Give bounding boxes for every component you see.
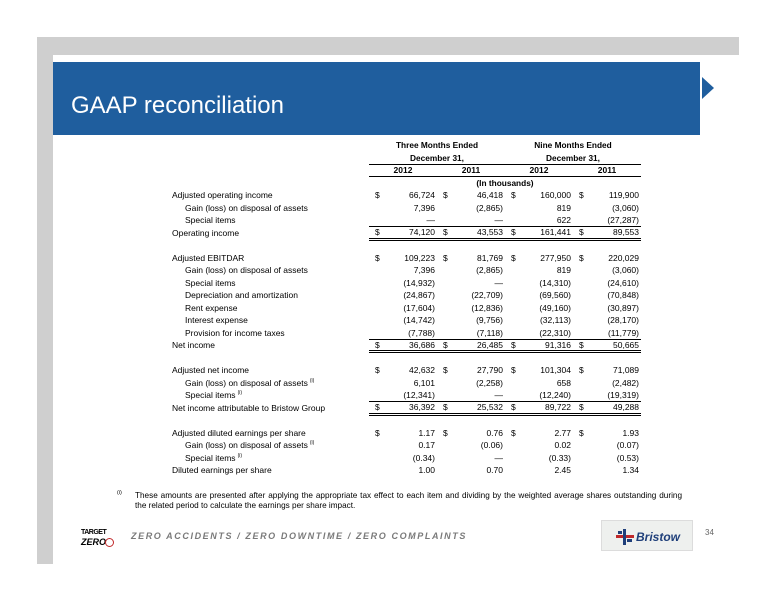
currency-symbol [573, 327, 587, 340]
cell-value: 91,316 [519, 339, 573, 352]
cell-value: (70,848) [607, 290, 639, 301]
currency-symbol [437, 464, 451, 477]
cell-value: 658 [556, 377, 571, 388]
cell-value: (14,310) [539, 277, 571, 288]
currency-symbol: $ [375, 427, 380, 438]
table-row [172, 339, 641, 352]
currency-symbol: $ [443, 190, 448, 201]
gaap-reconciliation-table [172, 139, 641, 477]
spacer-row [172, 352, 641, 365]
cell-value: (12,836) [471, 302, 503, 313]
currency-symbol: $ [579, 365, 584, 376]
table-row [172, 452, 641, 465]
currency-symbol [437, 214, 451, 227]
currency-symbol: $ [511, 427, 516, 438]
cell-value: 43,553 [451, 227, 505, 240]
cell-value: 26,485 [451, 339, 505, 352]
currency-symbol: $ [511, 252, 516, 263]
cell-value: 27,790 [477, 365, 503, 376]
cell-value: (7,788) [408, 327, 435, 338]
currency-symbol [573, 202, 587, 215]
currency-symbol: $ [443, 365, 448, 376]
cell-value: 0.17 [418, 440, 435, 451]
cell-value: 74,120 [383, 227, 437, 240]
footnote [117, 491, 682, 511]
cell-value: (32,113) [539, 315, 571, 326]
cell-value: (3,060) [612, 265, 639, 276]
cell-value: (0.34) [412, 452, 435, 463]
target-zero-logo [81, 529, 123, 551]
currency-symbol [573, 452, 587, 465]
currency-symbol [505, 464, 519, 477]
table-row [172, 364, 641, 377]
currency-symbol [369, 277, 383, 290]
currency-symbol [505, 264, 519, 277]
currency-symbol [573, 464, 587, 477]
row-label: Net income [172, 340, 215, 351]
slide-title: GAAP reconciliation [71, 92, 284, 119]
cell-value: 0.76 [486, 427, 503, 438]
currency-symbol [573, 314, 587, 327]
cell-value: 101,304 [540, 365, 571, 376]
cell-value: 0.70 [486, 465, 503, 476]
cell-value: 6,101 [413, 377, 435, 388]
currency-symbol: $ [511, 190, 516, 201]
cell-value: 36,686 [383, 339, 437, 352]
table-row [172, 389, 641, 402]
currency-symbol [437, 289, 451, 302]
currency-symbol [437, 302, 451, 315]
currency-symbol [573, 289, 587, 302]
period-header-three-months: Three Months Ended [395, 140, 479, 151]
currency-symbol: $ [437, 339, 451, 352]
period-subheader-nine-months: December 31, [505, 152, 641, 165]
footnote-text: These amounts are presented after applying the appropriate tax effect to each item and dividing by the weighted average shares outstanding during the related period to calculate the earnings per share impact. [135, 491, 682, 510]
cell-value: (0.53) [616, 452, 639, 463]
cell-value: (11,779) [607, 327, 639, 338]
cell-value: 81,769 [477, 252, 503, 263]
period-header-nine-months: Nine Months Ended [534, 140, 612, 151]
currency-symbol [437, 377, 451, 390]
currency-symbol [505, 439, 519, 452]
cell-value: 1.34 [622, 465, 639, 476]
currency-symbol [505, 214, 519, 227]
footer-slogan: ZERO ACCIDENTS / ZERO DOWNTIME / ZERO COMPLAINTS [131, 531, 467, 541]
table-row [172, 202, 641, 215]
cell-value: (17,604) [403, 302, 435, 313]
spacer-row [172, 239, 641, 252]
currency-symbol [369, 439, 383, 452]
currency-symbol [573, 439, 587, 452]
footnote-ref: (i) [237, 452, 243, 459]
table-body [172, 189, 641, 477]
cell-value: (49,160) [539, 302, 571, 313]
currency-symbol [505, 327, 519, 340]
cell-value: 36,392 [383, 402, 437, 415]
cell-value: 622 [556, 215, 571, 225]
cell-value: 7,396 [413, 265, 435, 276]
currency-symbol [505, 452, 519, 465]
currency-symbol: $ [437, 227, 451, 240]
row-label: Rent expense [185, 302, 238, 313]
cell-value: (0.07) [616, 440, 639, 451]
currency-symbol [369, 289, 383, 302]
year-header: 2011 [573, 164, 641, 177]
slide [53, 55, 740, 565]
cell-value: 0.02 [554, 440, 571, 451]
currency-symbol [573, 302, 587, 315]
currency-symbol [573, 264, 587, 277]
currency-symbol: $ [369, 402, 383, 415]
cell-value: (9,756) [476, 315, 503, 326]
cell-value: (24,610) [607, 277, 639, 288]
cell-value: 2.77 [554, 427, 571, 438]
cell-value: 89,553 [587, 227, 641, 240]
row-label: Provision for income taxes [185, 327, 285, 338]
row-label: Interest expense [185, 315, 248, 326]
currency-symbol: $ [573, 227, 587, 240]
currency-symbol: $ [573, 402, 587, 415]
currency-symbol [505, 377, 519, 390]
cell-value: (2,258) [476, 377, 503, 388]
table-row [172, 314, 641, 327]
cell-value: 1.17 [418, 427, 435, 438]
cell-value: (0.06) [480, 440, 503, 451]
currency-symbol: $ [579, 252, 584, 263]
table-row [172, 277, 641, 290]
row-label: Gain (loss) on disposal of assets [185, 202, 308, 213]
cell-value: — [426, 215, 435, 225]
footnote-ref: (i) [309, 377, 315, 384]
row-label: Adjusted EBITDAR [172, 252, 245, 263]
currency-symbol [505, 389, 519, 402]
cell-value: (12,341) [403, 390, 435, 400]
table-row [172, 402, 641, 415]
currency-symbol [369, 389, 383, 402]
row-label: Adjusted net income [172, 365, 250, 376]
cell-value: (22,310) [539, 327, 571, 338]
cell-value: (0.33) [548, 452, 571, 463]
currency-symbol [505, 289, 519, 302]
cell-value: 66,724 [409, 190, 435, 201]
cell-value: 277,950 [540, 252, 571, 263]
currency-symbol: $ [443, 252, 448, 263]
currency-symbol: $ [375, 190, 380, 201]
title-bar [53, 62, 700, 135]
cell-value: 7,396 [413, 202, 435, 213]
target-circle-icon [105, 538, 114, 547]
currency-symbol [437, 264, 451, 277]
cell-value: (3,060) [612, 202, 639, 213]
cell-value: 1.00 [418, 465, 435, 476]
row-label: Gain (loss) on disposal of assets $^{(i)}$ [185, 440, 315, 451]
row-label: Net income attributable to Bristow Group [172, 402, 326, 413]
currency-symbol: $ [579, 190, 584, 201]
currency-symbol: $ [437, 402, 451, 415]
cell-value: 220,029 [608, 252, 639, 263]
currency-symbol: $ [511, 365, 516, 376]
row-label: Adjusted operating income [172, 190, 273, 201]
row-label: Special items $^{(i)}$ [185, 390, 243, 401]
table-row [172, 214, 641, 227]
table-row [172, 439, 641, 452]
currency-symbol [573, 389, 587, 402]
cell-value: 819 [556, 202, 571, 213]
cell-value: — [494, 390, 503, 400]
table-row [172, 377, 641, 390]
cell-value: (27,287) [607, 215, 639, 225]
currency-symbol [369, 314, 383, 327]
currency-symbol [369, 202, 383, 215]
currency-symbol: $ [369, 339, 383, 352]
currency-symbol: $ [579, 427, 584, 438]
year-header: 2012 [505, 164, 573, 177]
cell-value: 25,532 [451, 402, 505, 415]
currency-symbol: $ [375, 365, 380, 376]
cell-value: — [494, 452, 503, 463]
currency-symbol: $ [443, 427, 448, 438]
cell-value: 119,900 [608, 190, 639, 201]
cell-value: 160,000 [540, 190, 571, 201]
table-row [172, 252, 641, 265]
cell-value: — [494, 215, 503, 225]
currency-symbol [505, 302, 519, 315]
logo-text-target: TARGET [81, 529, 107, 536]
currency-symbol [437, 277, 451, 290]
currency-symbol: $ [505, 402, 519, 415]
currency-symbol [369, 327, 383, 340]
currency-symbol [369, 302, 383, 315]
currency-symbol [369, 452, 383, 465]
currency-symbol [437, 389, 451, 402]
cell-value: 49,288 [587, 402, 641, 415]
currency-symbol: $ [375, 252, 380, 263]
period-subheader-three-months: December 31, [369, 152, 505, 165]
currency-symbol [505, 314, 519, 327]
currency-symbol: $ [505, 339, 519, 352]
cell-value: 2.45 [554, 465, 571, 476]
cell-value: 109,223 [404, 252, 435, 263]
footnote-ref: (i) [309, 440, 315, 447]
cell-value: — [494, 277, 503, 288]
row-label: Special items [185, 277, 236, 288]
cell-value: 89,722 [519, 402, 573, 415]
currency-symbol: $ [505, 227, 519, 240]
table-row [172, 227, 641, 240]
cell-value: (2,865) [476, 202, 503, 213]
units-header: (In thousands) [476, 178, 534, 188]
bristow-emblem-icon [616, 529, 634, 545]
cell-value: (28,170) [607, 315, 639, 326]
footnote-ref: (i) [237, 390, 243, 397]
cell-value: (7,118) [476, 327, 503, 338]
currency-symbol [437, 314, 451, 327]
cell-value: 819 [556, 265, 571, 276]
currency-symbol [573, 214, 587, 227]
cell-value: 71,089 [613, 365, 639, 376]
footer [53, 523, 740, 565]
table-row [172, 327, 641, 340]
currency-symbol [369, 377, 383, 390]
cell-value: 1.93 [622, 427, 639, 438]
currency-symbol [505, 202, 519, 215]
currency-symbol [437, 439, 451, 452]
currency-symbol [573, 277, 587, 290]
title-arrow-icon [702, 77, 714, 99]
table-row [172, 427, 641, 440]
row-label: Gain (loss) on disposal of assets [185, 265, 308, 276]
page-number: 34 [705, 528, 714, 537]
row-label: Gain (loss) on disposal of assets $^{(i)}$ [185, 377, 315, 388]
row-label: Diluted earnings per share [172, 465, 272, 476]
currency-symbol [437, 327, 451, 340]
currency-symbol [573, 377, 587, 390]
row-label: Special items [185, 215, 236, 226]
row-label: Special items $^{(i)}$ [185, 452, 243, 463]
table-row [172, 289, 641, 302]
cell-value: (19,319) [607, 390, 639, 400]
table-row [172, 264, 641, 277]
spacer-row [172, 414, 641, 427]
currency-symbol [437, 202, 451, 215]
cell-value: (22,709) [471, 290, 503, 301]
cell-value: (30,897) [607, 302, 639, 313]
row-label: Adjusted diluted earnings per share [172, 427, 306, 438]
cell-value: 42,632 [409, 365, 435, 376]
cell-value: 50,665 [587, 339, 641, 352]
cell-value: (12,240) [539, 390, 571, 400]
currency-symbol: $ [573, 339, 587, 352]
table-row [172, 189, 641, 202]
cell-value: (2,482) [612, 377, 639, 388]
currency-symbol: $ [369, 227, 383, 240]
cell-value: (14,742) [403, 315, 435, 326]
logo-text-zero: ZERO [81, 537, 107, 547]
table-row [172, 302, 641, 315]
row-label: Operating income [172, 227, 240, 238]
cell-value: 46,418 [477, 190, 503, 201]
bristow-logo [601, 520, 693, 551]
bristow-wordmark: Bristow [636, 530, 681, 544]
currency-symbol [369, 214, 383, 227]
cell-value: (69,560) [539, 290, 571, 301]
footnote-mark: (i) [117, 490, 122, 496]
cell-value: (14,932) [403, 277, 435, 288]
year-header: 2011 [437, 164, 505, 177]
table-row [172, 464, 641, 477]
currency-symbol [369, 464, 383, 477]
year-header: 2012 [369, 164, 437, 177]
currency-symbol [369, 264, 383, 277]
currency-symbol [505, 277, 519, 290]
currency-symbol [437, 452, 451, 465]
row-label: Depreciation and amortization [185, 290, 298, 301]
cell-value: (2,865) [476, 265, 503, 276]
cell-value: (24,867) [403, 290, 435, 301]
cell-value: 161,441 [519, 227, 573, 240]
